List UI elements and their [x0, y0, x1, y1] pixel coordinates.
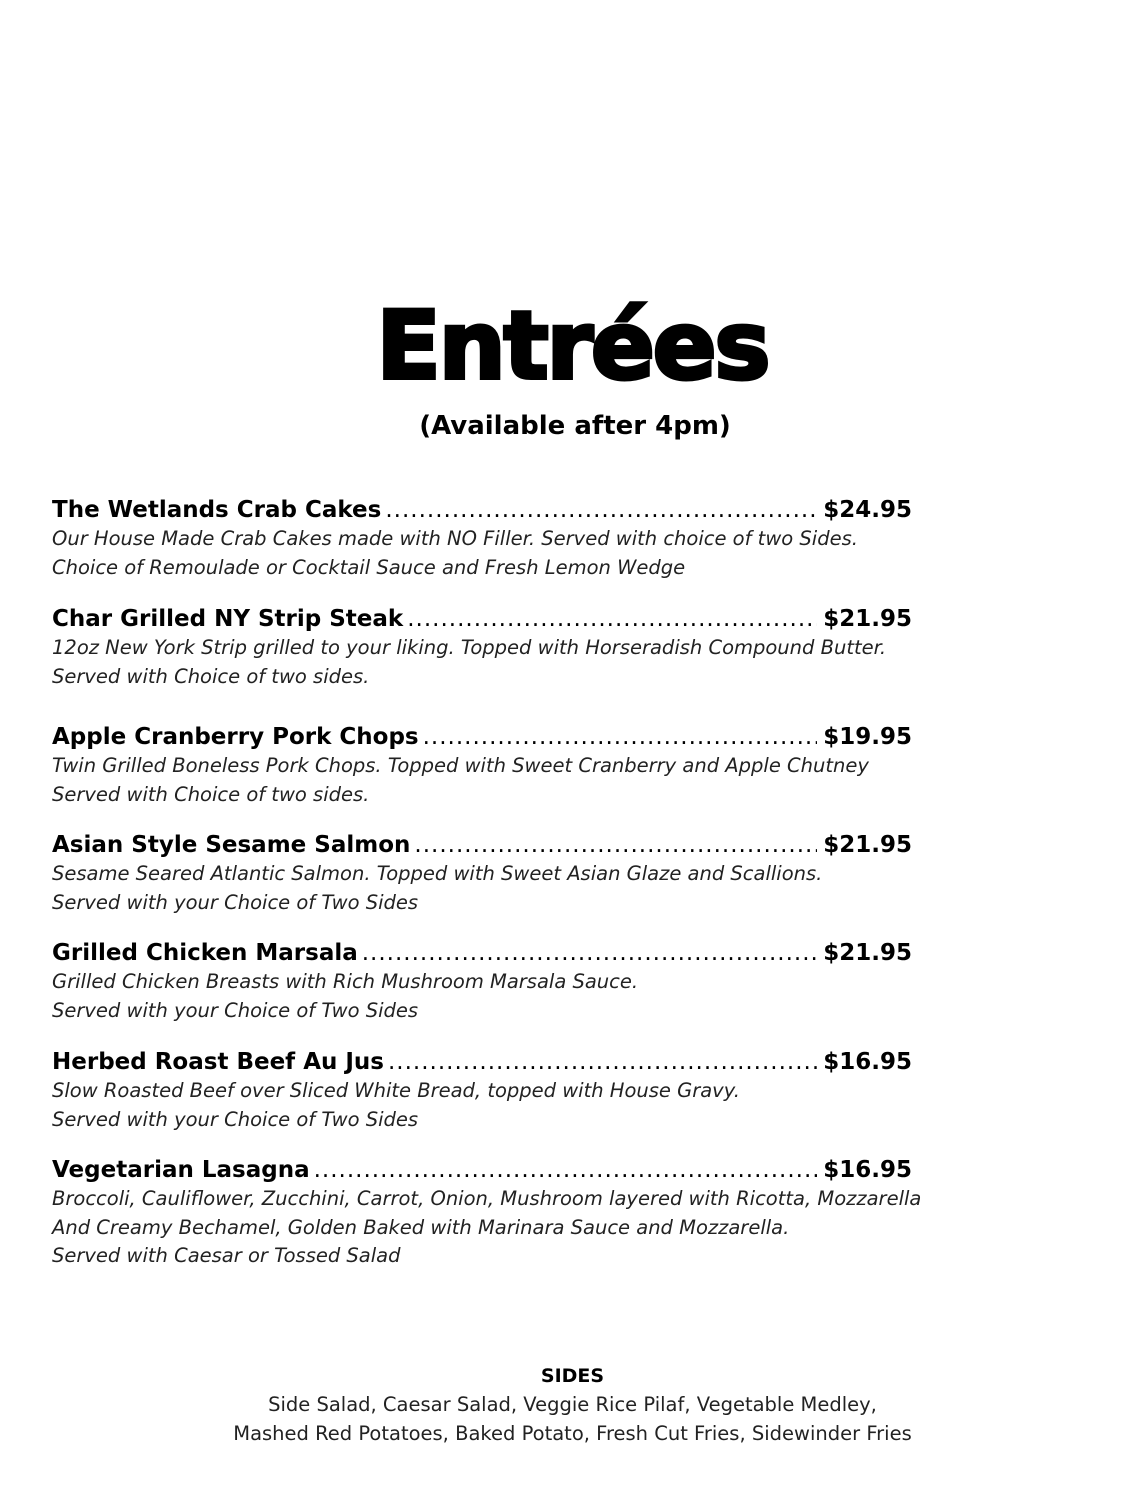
description-line: Our House Made Crab Cakes made with NO Filler. Served with choice of two Sides.	[52, 527, 858, 550]
dot-leader	[362, 938, 817, 968]
menu-item-roast-beef	[52, 1047, 912, 1134]
description-line: Broccoli, Cauliflower, Zucchini, Carrot, Onion, Mushroom layered with Ricotta, Mozzarella	[52, 1187, 922, 1210]
dot-leader	[407, 604, 817, 634]
menu-item-name: Grilled Chicken Marsala	[52, 940, 358, 966]
menu-item-price: $21.95	[823, 606, 912, 632]
menu-item-name: Apple Cranberry Pork Chops	[52, 724, 419, 750]
description-line: Choice of Remoulade or Cocktail Sauce and Fresh Lemon Wedge	[52, 555, 686, 579]
sides-line: Mashed Red Potatoes, Baked Potato, Fresh Cut Fries, Sidewinder Fries	[233, 1422, 912, 1445]
menu-item-price: $21.95	[823, 832, 912, 858]
sides-section	[0, 1362, 1125, 1448]
dot-leader	[388, 1047, 817, 1077]
menu-item-description	[52, 752, 912, 809]
page-title: Entrées	[376, 292, 769, 401]
menu-item-vegetarian-lasagna	[52, 1155, 922, 1271]
menu-item-price: $19.95	[823, 724, 912, 750]
menu-item-name: Herbed Roast Beef Au Jus	[52, 1049, 384, 1075]
description-line: 12oz New York Strip grilled to your liking. Topped with Horseradish Compound Butter.	[52, 636, 887, 659]
menu-item-sesame-salmon	[52, 830, 912, 917]
description-line: Served with Choice of two sides.	[52, 664, 370, 688]
menu-item-strip-steak	[52, 604, 912, 691]
sides-heading: SIDES	[540, 1365, 605, 1387]
menu-item-price: $24.95	[823, 497, 912, 523]
menu-item-header	[52, 495, 912, 525]
menu-item-header	[52, 938, 912, 968]
menu-item-header	[52, 1047, 912, 1077]
description-line: Served with Caesar or Tossed Salad	[52, 1244, 401, 1267]
menu-item-price: $21.95	[823, 940, 912, 966]
menu-item-description	[52, 860, 912, 917]
sides-line: Side Salad, Caesar Salad, Veggie Rice Pilaf, Vegetable Medley,	[268, 1393, 877, 1416]
menu-item-price: $16.95	[823, 1049, 912, 1075]
menu-item-name: The Wetlands Crab Cakes	[52, 497, 382, 523]
menu-item-description	[52, 634, 912, 691]
dot-leader	[414, 830, 817, 860]
description-line: Served with Choice of two sides.	[52, 782, 370, 806]
menu-item-description	[52, 1185, 922, 1271]
page-subtitle: (Available after 4pm)	[419, 411, 731, 441]
menu-item-crab-cakes	[52, 495, 912, 582]
menu-item-name: Asian Style Sesame Salmon	[52, 832, 411, 858]
menu-item-header	[52, 1155, 912, 1185]
menu-item-header	[52, 830, 912, 860]
description-line: Slow Roasted Beef over Sliced White Bread, topped with House Gravy.	[52, 1079, 740, 1102]
menu-item-header	[52, 604, 912, 634]
dot-leader	[423, 722, 818, 752]
menu-item-description	[52, 1077, 912, 1134]
description-line: Served with your Choice of Two Sides	[52, 890, 419, 914]
menu-item-description	[52, 525, 912, 582]
menu-item-pork-chops	[52, 722, 912, 809]
description-line: Served with your Choice of Two Sides	[52, 1107, 419, 1131]
description-line: Twin Grilled Boneless Pork Chops. Topped with Sweet Cranberry and Apple Chutney	[52, 754, 869, 777]
menu-item-name: Char Grilled NY Strip Steak	[52, 606, 404, 632]
menu-item-name: Vegetarian Lasagna	[52, 1157, 310, 1183]
dot-leader	[314, 1155, 818, 1185]
description-line: Grilled Chicken Breasts with Rich Mushroom Marsala Sauce.	[52, 970, 639, 993]
description-line: Served with your Choice of Two Sides	[52, 998, 419, 1022]
menu-item-header	[52, 722, 912, 752]
menu-item-price: $16.95	[823, 1157, 912, 1183]
dot-leader	[385, 495, 817, 525]
description-line: And Creamy Bechamel, Golden Baked with Marinara Sauce and Mozzarella.	[52, 1215, 790, 1239]
menu-item-chicken-marsala	[52, 938, 912, 1025]
menu-item-description	[52, 968, 912, 1025]
description-line: Sesame Seared Atlantic Salmon. Topped with Sweet Asian Glaze and Scallions.	[52, 862, 823, 885]
